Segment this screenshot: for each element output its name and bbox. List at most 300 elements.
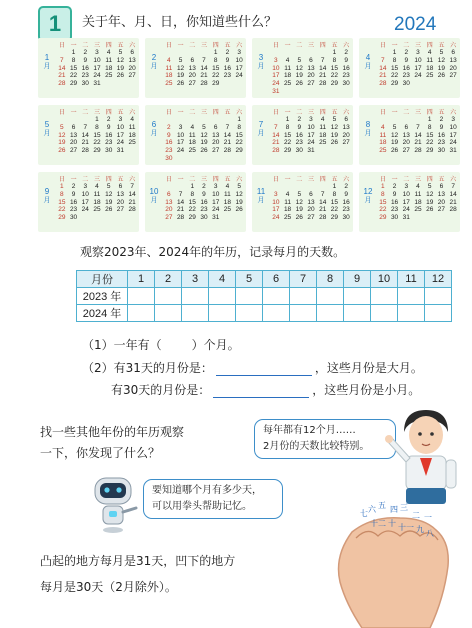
calendar-day: 1 xyxy=(381,183,385,190)
days-input-cell[interactable] xyxy=(425,288,452,305)
days-input-cell[interactable] xyxy=(236,305,263,322)
empty-day xyxy=(377,49,389,57)
calendar-day: 25 xyxy=(93,206,101,214)
weekday-label: 四 xyxy=(212,42,219,49)
year-label: 2024 xyxy=(394,14,437,35)
knuckle-label: 二 xyxy=(412,511,420,520)
calendar-day: 3 xyxy=(309,116,313,123)
month-label xyxy=(255,53,267,71)
month-number: 2 xyxy=(151,53,157,62)
calendar-day: 5 xyxy=(118,49,123,56)
calendar-day: 13 xyxy=(165,198,173,206)
weekday-header xyxy=(163,107,245,116)
empty-day xyxy=(175,49,187,57)
calendar-day: 28 xyxy=(81,147,89,155)
calendar-day: 29 xyxy=(330,214,339,222)
weekday-label: 五 xyxy=(224,109,231,116)
days-input-cell[interactable] xyxy=(317,305,344,322)
calendar-month xyxy=(145,105,246,165)
calendar-month xyxy=(252,38,353,98)
weekday-label: 一 xyxy=(284,176,291,183)
calendar-day: 5 xyxy=(297,190,302,198)
calendar-day: 24 xyxy=(272,214,280,222)
calendar-day: 23 xyxy=(165,147,173,155)
calendar-day: 17 xyxy=(81,198,89,206)
calendar-day: 10 xyxy=(272,64,280,72)
calendar-day: 31 xyxy=(307,147,315,155)
calendar-day: 13 xyxy=(307,64,315,72)
month-char: 月 xyxy=(257,197,265,204)
calendar-day: 9 xyxy=(297,123,302,131)
calendar-day: 29 xyxy=(426,147,434,155)
weekday-label: 三 xyxy=(308,109,315,116)
calendar-day: 11 xyxy=(414,190,422,198)
calendar-day: 28 xyxy=(319,80,327,88)
calendar-day: 7 xyxy=(320,190,325,198)
calendar-month xyxy=(359,38,460,98)
calendar-day: 31 xyxy=(449,147,457,155)
days-input-cell[interactable] xyxy=(344,305,371,322)
weekday-label: 五 xyxy=(438,176,445,183)
calendar-day: 25 xyxy=(283,80,292,88)
calendar-day: 29 xyxy=(283,147,292,155)
knuckle-label: 五 xyxy=(378,501,386,510)
calendar-day: 17 xyxy=(307,131,315,139)
days-input-cell[interactable] xyxy=(344,288,371,305)
calendar-day: 1 xyxy=(332,49,337,56)
calendar-day: 25 xyxy=(319,139,327,147)
small-months-blank[interactable] xyxy=(213,385,309,398)
calendar-day: 8 xyxy=(285,123,290,131)
calendar-day: 1 xyxy=(213,49,218,56)
calendar-day: 26 xyxy=(176,80,185,88)
empty-day xyxy=(400,116,412,124)
days-input-cell[interactable] xyxy=(263,305,290,322)
empty-day xyxy=(270,116,282,124)
calendar-month xyxy=(252,105,353,165)
days-input-cell[interactable] xyxy=(128,288,155,305)
student-boy-illustration xyxy=(382,402,468,506)
calendar-day: 22 xyxy=(379,206,387,214)
month-column-header: 7 xyxy=(290,271,317,288)
year-row-label: 2024 年 xyxy=(77,305,128,322)
calendar-day: 28 xyxy=(449,206,457,214)
calendar-day: 24 xyxy=(449,139,457,147)
rule-line: 凸起的地方每月是31天，凹下的地方 xyxy=(40,554,236,568)
calendar-day: 12 xyxy=(200,131,208,139)
weekday-label: 一 xyxy=(284,109,291,116)
calendar-day: 24 xyxy=(307,139,315,147)
calendar-day: 28 xyxy=(200,80,208,88)
calendar-day: 18 xyxy=(319,131,327,139)
calendar-day: 2 xyxy=(83,49,88,56)
empty-day xyxy=(163,183,175,191)
weekday-label: 六 xyxy=(236,109,243,116)
calendar-day: 6 xyxy=(213,123,218,131)
calendar-day: 8 xyxy=(332,56,337,64)
month-days xyxy=(270,49,352,96)
calendar-day: 23 xyxy=(402,72,410,80)
calendar-day: 21 xyxy=(58,72,66,80)
weekday-label: 四 xyxy=(319,109,326,116)
calendar-day: 23 xyxy=(200,206,208,214)
calendar-day: 14 xyxy=(414,131,422,139)
calendar-day: 9 xyxy=(344,56,348,64)
calendar-day: 19 xyxy=(116,64,125,72)
bubble-line: 每年都有12个月…… xyxy=(263,425,356,436)
weekday-label: 六 xyxy=(129,42,136,49)
calendar-day: 21 xyxy=(128,198,136,206)
calendar-day: 15 xyxy=(283,131,292,139)
calendar-day: 3 xyxy=(213,183,218,190)
calendar-day: 13 xyxy=(128,56,136,64)
weekday-label: 日 xyxy=(165,109,172,116)
calendar-day: 11 xyxy=(379,131,387,139)
calendar-day: 9 xyxy=(106,123,111,131)
calendar-day: 27 xyxy=(307,214,315,222)
exercise-number: 1 xyxy=(38,6,72,42)
question-1-suffix: ）个月。 xyxy=(191,338,240,352)
calendar-day: 12 xyxy=(426,190,434,198)
bubble-line: 可以用拳头帮助记忆。 xyxy=(152,501,252,512)
days-input-cell[interactable] xyxy=(263,288,290,305)
calendar-day: 17 xyxy=(93,64,101,72)
calendar-day: 16 xyxy=(105,131,113,139)
question-3 xyxy=(111,381,420,398)
calendar-day: 21 xyxy=(319,206,327,214)
days-input-cell[interactable] xyxy=(128,305,155,322)
calendar-day: 20 xyxy=(449,64,457,72)
calendar-day: 26 xyxy=(295,214,303,222)
calendar-day: 15 xyxy=(93,131,101,139)
calendar-day: 20 xyxy=(307,206,315,214)
weekday-label: 四 xyxy=(105,42,112,49)
weekday-label: 日 xyxy=(379,42,386,49)
calendar-day: 31 xyxy=(116,147,125,155)
big-months-blank[interactable] xyxy=(216,363,312,376)
calendar-day: 9 xyxy=(225,56,230,64)
calendar-day: 24 xyxy=(93,72,101,80)
calendar-day: 4 xyxy=(106,49,111,56)
calendar-day: 13 xyxy=(437,190,446,198)
calendar-day: 13 xyxy=(342,123,350,131)
days-input-cell[interactable] xyxy=(290,305,317,322)
days-input-cell[interactable] xyxy=(236,288,263,305)
calendar-day: 15 xyxy=(212,64,220,72)
calendar-day: 20 xyxy=(307,72,315,80)
calendar-day: 11 xyxy=(188,131,196,139)
weekday-header xyxy=(270,40,352,49)
month-number: 3 xyxy=(258,53,264,62)
calendar-day: 13 xyxy=(188,64,196,72)
days-input-cell[interactable] xyxy=(209,305,236,322)
month-days xyxy=(377,183,459,222)
knuckle-label: 六 xyxy=(368,505,376,514)
robot-speech-bubble xyxy=(143,479,283,519)
weekday-label: 一 xyxy=(70,176,77,183)
weekday-header xyxy=(56,174,138,183)
calendar-day: 29 xyxy=(188,214,196,222)
weekday-label: 一 xyxy=(391,176,398,183)
weekday-label: 二 xyxy=(82,42,89,49)
record-prompt: 观察2023年、2024年的年历，记录每月的天数。 xyxy=(80,245,346,259)
bubble-line: 2月份的天数比较特别。 xyxy=(263,441,370,452)
month-column-header: 6 xyxy=(263,271,290,288)
month-days xyxy=(56,183,138,222)
calendar-day: 3 xyxy=(95,49,99,56)
calendar-day: 7 xyxy=(83,123,88,131)
question-2 xyxy=(82,359,423,376)
calendar-day: 3 xyxy=(237,49,241,56)
month-char: 月 xyxy=(43,63,51,70)
calendar-day: 8 xyxy=(427,123,432,131)
month-label xyxy=(362,120,374,138)
days-input-cell[interactable] xyxy=(182,305,209,322)
calendar-day: 4 xyxy=(285,190,290,198)
calendar-day: 4 xyxy=(225,183,230,190)
calendar-day: 11 xyxy=(284,198,291,206)
calendar-day: 27 xyxy=(69,147,78,155)
calendar-day: 21 xyxy=(379,72,387,80)
calendar-day: 9 xyxy=(439,123,444,131)
weekday-label: 五 xyxy=(117,176,124,183)
calendar-day: 13 xyxy=(402,131,410,139)
calendar-day: 22 xyxy=(188,206,196,214)
calendar-day: 31 xyxy=(212,214,220,222)
calendar-day: 12 xyxy=(58,131,66,139)
month-days xyxy=(163,183,245,222)
calendar-day: 8 xyxy=(332,190,337,198)
calendar-day: 8 xyxy=(71,56,76,64)
calendar-day: 7 xyxy=(274,123,278,131)
calendar-day: 30 xyxy=(437,147,446,155)
calendar-day: 16 xyxy=(81,64,89,72)
explore-line: 找一些其他年份的年历观察 xyxy=(40,425,185,439)
calendar-day: 16 xyxy=(69,198,78,206)
calendar-day: 28 xyxy=(379,80,387,88)
calendar-day: 20 xyxy=(188,72,196,80)
calendar-day: 21 xyxy=(414,139,422,147)
empty-day xyxy=(186,49,198,57)
calendar-day: 15 xyxy=(390,64,399,72)
calendar-day: 10 xyxy=(402,190,410,198)
calendar-month xyxy=(38,105,139,165)
weekday-label: 日 xyxy=(58,109,65,116)
calendar-day: 17 xyxy=(116,131,125,139)
calendar-day: 8 xyxy=(60,190,64,198)
empty-day xyxy=(163,49,175,57)
weekday-label: 二 xyxy=(82,176,89,183)
month-column-header: 1 xyxy=(128,271,155,288)
month-number: 10 xyxy=(149,187,159,196)
month-label xyxy=(148,120,160,138)
days-input-cell[interactable] xyxy=(155,305,182,322)
weekday-label: 日 xyxy=(272,42,279,49)
calendar-day: 15 xyxy=(330,64,339,72)
weekday-label: 六 xyxy=(343,109,350,116)
days-input-cell[interactable] xyxy=(425,305,452,322)
weekday-label: 二 xyxy=(296,176,303,183)
calendar-day: 25 xyxy=(165,80,173,88)
weekday-header xyxy=(270,107,352,116)
weekday-label: 六 xyxy=(343,176,350,183)
weekday-label: 五 xyxy=(331,42,338,49)
calendar-day: 6 xyxy=(309,56,313,64)
calendar-day: 5 xyxy=(106,183,111,190)
calendar-day: 7 xyxy=(202,56,206,64)
calendar-day: 12 xyxy=(116,56,125,64)
month-label xyxy=(41,53,53,71)
calendar-day: 17 xyxy=(272,206,280,214)
empty-day xyxy=(282,183,294,191)
calendar-day: 29 xyxy=(58,214,66,222)
calendar-day: 14 xyxy=(176,198,185,206)
days-input-cell[interactable] xyxy=(209,288,236,305)
month-number: 8 xyxy=(365,120,371,129)
calendar-day: 19 xyxy=(330,131,339,139)
calendar-day: 14 xyxy=(58,64,66,72)
explore-line: 一下，你发现了什么？ xyxy=(40,446,161,460)
calendar-day: 5 xyxy=(427,183,432,190)
month-days xyxy=(377,116,459,155)
calendar-day: 5 xyxy=(297,56,302,64)
weekday-label: 四 xyxy=(426,42,433,49)
month-days xyxy=(163,116,245,163)
days-input-cell[interactable] xyxy=(371,288,398,305)
weekday-label: 五 xyxy=(438,109,445,116)
month-column-header: 8 xyxy=(317,271,344,288)
calendar-day: 3 xyxy=(83,183,88,190)
calendar-day: 11 xyxy=(165,64,173,72)
calendar-day: 7 xyxy=(178,190,183,198)
weekday-label: 日 xyxy=(272,109,279,116)
calendar-day: 19 xyxy=(235,198,243,206)
calendar-day: 14 xyxy=(200,64,208,72)
days-input-cell[interactable] xyxy=(317,288,344,305)
question-1-prefix: （1）一年有（ xyxy=(82,338,162,352)
empty-day xyxy=(222,116,234,124)
calendar-day: 21 xyxy=(81,139,89,147)
calendar-month xyxy=(145,172,246,232)
calendar-day: 29 xyxy=(212,80,220,88)
calendar-day: 18 xyxy=(379,139,387,147)
calendar-day: 28 xyxy=(176,214,185,222)
weekday-label: 日 xyxy=(165,42,172,49)
month-label xyxy=(255,120,267,138)
calendar-day: 4 xyxy=(427,49,432,56)
calendar-day: 9 xyxy=(202,190,206,198)
calendar-day: 11 xyxy=(426,56,434,64)
calendar-day: 28 xyxy=(223,147,232,155)
calendar-day: 5 xyxy=(178,56,183,64)
month-char: 月 xyxy=(257,130,265,137)
calendar-day: 16 xyxy=(437,131,446,139)
calendar-day: 3 xyxy=(274,190,278,198)
days-input-cell[interactable] xyxy=(182,288,209,305)
calendar-day: 23 xyxy=(105,139,113,147)
weekday-label: 二 xyxy=(296,42,303,49)
empty-day xyxy=(305,49,317,57)
weekday-label: 一 xyxy=(70,42,77,49)
calendar-day: 20 xyxy=(437,198,446,206)
calendar-day: 5 xyxy=(60,123,64,131)
weekday-label: 日 xyxy=(58,176,65,183)
weekday-label: 日 xyxy=(165,176,172,183)
calendar-day: 19 xyxy=(105,198,113,206)
calendar-day: 10 xyxy=(414,56,422,64)
weekday-label: 六 xyxy=(236,42,243,49)
calendar-day: 26 xyxy=(390,147,399,155)
calendar-day: 16 xyxy=(200,198,208,206)
calendar-day: 29 xyxy=(390,80,399,88)
weekday-label: 日 xyxy=(272,176,279,183)
calendar-day: 12 xyxy=(390,131,399,139)
calendar-day: 6 xyxy=(404,123,409,131)
calendar-day: 22 xyxy=(235,139,243,147)
days-input-cell[interactable] xyxy=(290,288,317,305)
calendar-day: 19 xyxy=(295,206,303,214)
calendar-day: 25 xyxy=(283,214,292,222)
days-input-cell[interactable] xyxy=(371,305,398,322)
weekday-label: 六 xyxy=(343,42,350,49)
calendar-day: 2 xyxy=(344,183,348,190)
table-header-row xyxy=(77,271,452,288)
weekday-label: 二 xyxy=(82,109,89,116)
knuckle-label: 八 xyxy=(426,529,434,538)
month-column-header: 12 xyxy=(425,271,452,288)
month-label xyxy=(148,53,160,71)
calendar-day: 10 xyxy=(93,56,101,64)
weekday-label: 二 xyxy=(403,176,410,183)
calendar-day: 30 xyxy=(295,147,303,155)
calendar-day: 2 xyxy=(106,116,111,123)
weekday-label: 日 xyxy=(379,176,386,183)
calendar-day: 3 xyxy=(404,183,409,190)
month-char: 月 xyxy=(150,197,158,204)
calendar-day: 30 xyxy=(165,154,173,162)
calendar-day: 27 xyxy=(402,147,410,155)
robot-illustration xyxy=(86,474,142,534)
calendar-day: 10 xyxy=(449,123,457,131)
calendar-day: 6 xyxy=(118,183,123,190)
calendar-day: 17 xyxy=(235,64,243,72)
calendar-day: 25 xyxy=(426,72,434,80)
days-input-cell[interactable] xyxy=(398,305,425,322)
knuckle-label: 十二 xyxy=(370,519,386,528)
calendar-day: 19 xyxy=(176,72,185,80)
days-input-cell[interactable] xyxy=(398,288,425,305)
month-column-header: 9 xyxy=(344,271,371,288)
calendar-day: 15 xyxy=(379,198,387,206)
month-header-cell: 月份 xyxy=(77,271,128,288)
calendar-day: 27 xyxy=(449,72,457,80)
calendar-day: 14 xyxy=(128,190,136,198)
boy-speech-bubble xyxy=(254,419,396,459)
month-char: 月 xyxy=(257,63,265,70)
days-input-cell[interactable] xyxy=(155,288,182,305)
month-days xyxy=(270,183,352,222)
weekday-label: 六 xyxy=(450,176,457,183)
calendar-day: 25 xyxy=(414,206,422,214)
month-char: 月 xyxy=(364,197,372,204)
calendar-day: 26 xyxy=(235,206,243,214)
calendar-day: 17 xyxy=(402,198,410,206)
calendar-day: 6 xyxy=(309,190,313,198)
calendar-day: 19 xyxy=(437,64,446,72)
calendar-day: 31 xyxy=(272,87,280,95)
question-2-suffix: ，这些月份是大月。 xyxy=(314,361,423,375)
calendar-day: 30 xyxy=(390,214,399,222)
